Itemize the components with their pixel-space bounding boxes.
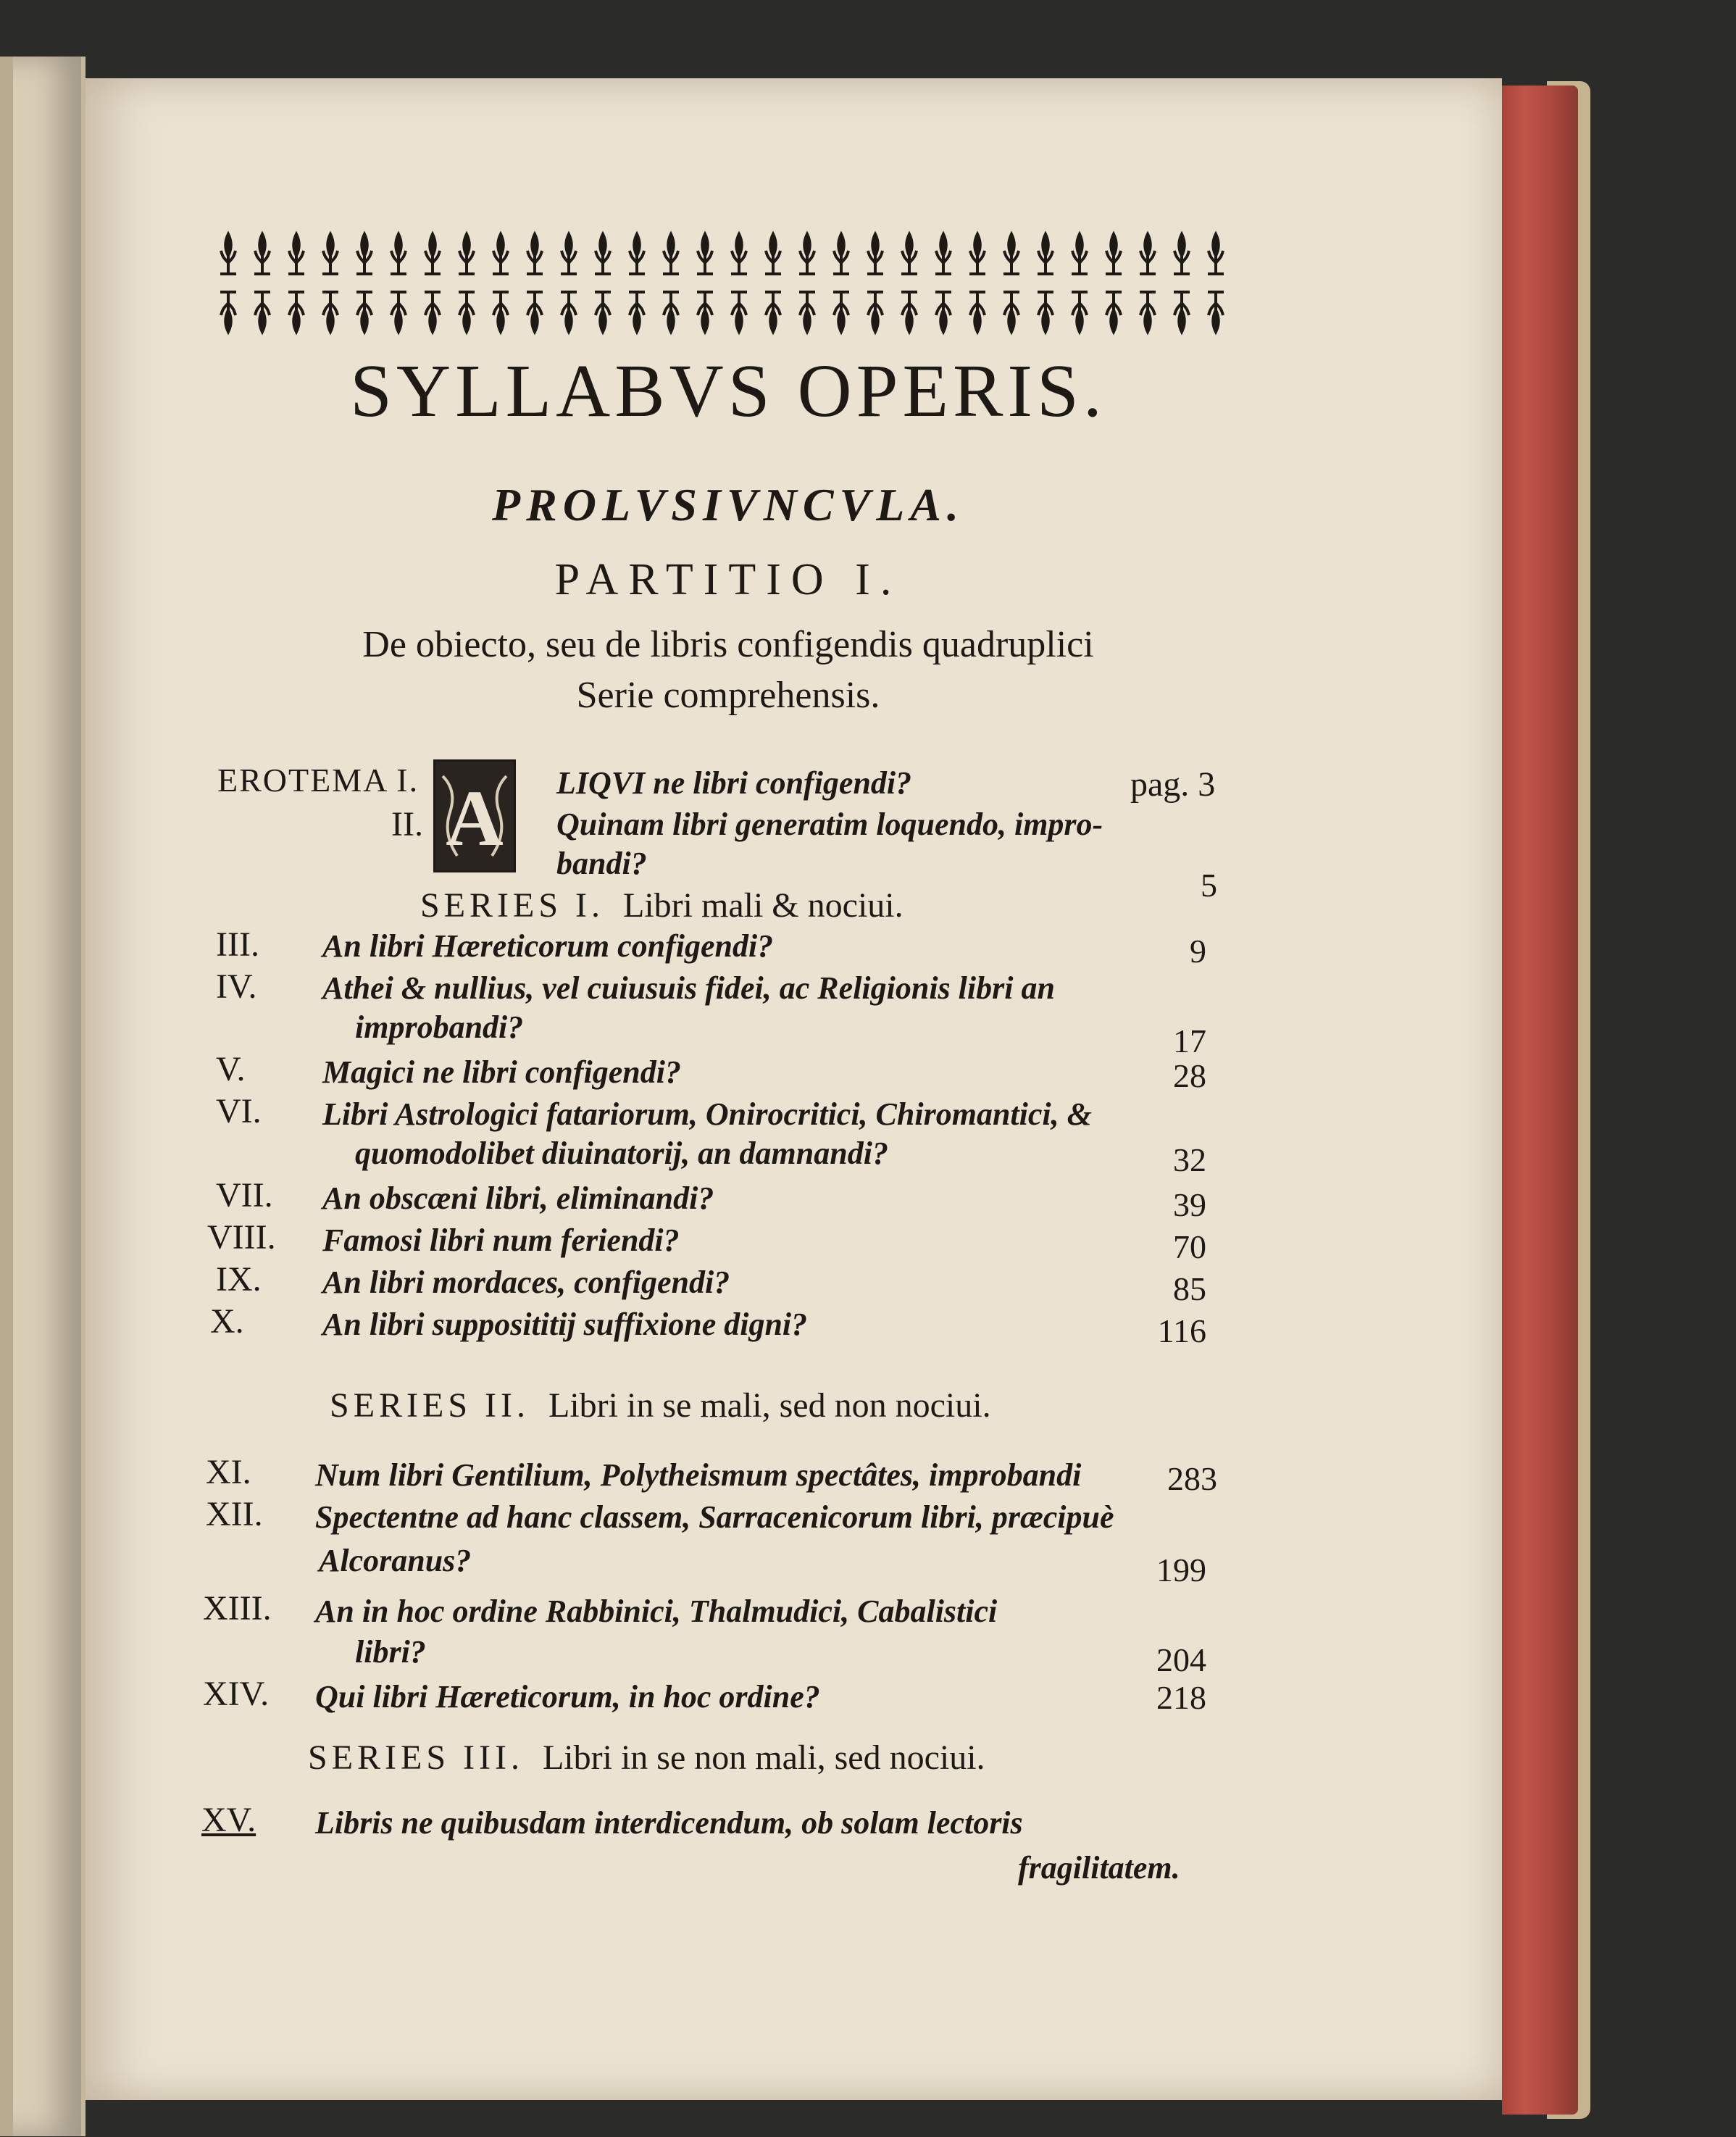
entry-1-text: LIQVI ne libri configendi? [556, 765, 912, 801]
item-text: An libri mordaces, configendi? [322, 1265, 730, 1300]
prolusiuncula-heading: PROLVSIVNCVLA. [492, 479, 964, 530]
item-text-cont: libri? [355, 1634, 426, 1670]
item-num: VII. [216, 1176, 273, 1215]
item-text: Magici ne libri configendi? [322, 1054, 681, 1090]
item-text: Libri Astrologici fatariorum, Onirocritici, Chiromantici, & [322, 1096, 1092, 1132]
entry-1-page: pag. 3 [1130, 765, 1216, 804]
item-text: Spectentne ad hanc classem, Sarracenicorum libri, præcipuè [315, 1499, 1114, 1535]
item-text: Qui libri Hæreticorum, in hoc ordine? [315, 1679, 820, 1715]
item-page: 204 [1156, 1641, 1206, 1678]
item-num: V. [216, 1050, 246, 1088]
item-text: Athei & nullius, vel cuiusuis fidei, ac Religionis libri an [322, 970, 1055, 1006]
subtitle-line-1: De obiecto, seu de libris configendis quadruplici [362, 624, 1094, 665]
item-num: III. [216, 925, 259, 964]
item-page: 116 [1157, 1312, 1206, 1349]
item-page: 199 [1156, 1551, 1206, 1588]
series-1-heading [420, 886, 904, 925]
item-num: XIII. [203, 1589, 272, 1628]
item-text-cont: quomodolibet diuinatorij, an damnandi? [355, 1136, 888, 1171]
item-num: IX. [216, 1260, 262, 1299]
series-2-heading [330, 1386, 991, 1425]
entry-2-num: II. [391, 805, 423, 843]
item-num: XI. [206, 1453, 251, 1491]
initial-letter: A [446, 774, 504, 862]
series-3-label: SERIES III. [308, 1738, 524, 1777]
series-3-heading [308, 1738, 985, 1778]
ornament-band-bottom [217, 285, 1239, 336]
item-num: XV. [201, 1801, 256, 1839]
entry-2-page: 5 [1201, 867, 1217, 904]
item-num: VI. [216, 1092, 262, 1130]
page-title: SYLLABVS OPERIS. [350, 349, 1106, 433]
item-text-cont: improbandi? [355, 1009, 524, 1045]
entry-2-text: Quinam libri generatim loquendo, impro- [556, 807, 1103, 842]
item-text: An in hoc ordine Rabbinici, Thalmudici, Cabalistici [315, 1594, 998, 1629]
item-text: An obscæni libri, eliminandi? [322, 1180, 714, 1216]
item-page: 17 [1173, 1022, 1206, 1059]
entry-2-text-cont: bandi? [556, 846, 647, 881]
item-page: 39 [1173, 1186, 1206, 1223]
item-text: Famosi libri num feriendi? [322, 1222, 680, 1258]
ornament-band-top [217, 230, 1239, 281]
series-2-text: Libri in se mali, sed non nociui. [548, 1386, 991, 1425]
item-page: 70 [1173, 1228, 1206, 1265]
item-page: 218 [1156, 1679, 1206, 1716]
series-2-label: SERIES II. [330, 1386, 530, 1425]
item-num: XII. [206, 1495, 263, 1533]
decorated-initial [433, 759, 516, 872]
item-num: XIV. [203, 1675, 270, 1713]
item-num: IV. [216, 967, 257, 1006]
item-text: Libris ne quibusdam interdicendum, ob solam lectoris [315, 1805, 1023, 1841]
item-page: 85 [1173, 1270, 1206, 1307]
item-text: Num libri Gentilium, Polytheismum spectâtes, improbandi [315, 1457, 1082, 1493]
item-text-cont: fragilitatem. [1018, 1850, 1180, 1886]
item-page: 28 [1173, 1057, 1206, 1094]
item-text: An libri Hæreticorum configendi? [322, 928, 774, 964]
subtitle-line-2: Serie comprehensis. [576, 675, 880, 716]
series-3-text: Libri in se non mali, sed nociui. [542, 1738, 985, 1777]
erotema-label: EROTEMA I. [217, 762, 420, 799]
item-text: An libri supposititij suffixione digni? [322, 1307, 808, 1342]
item-num: X. [210, 1302, 244, 1341]
series-1-label: SERIES I. [420, 886, 605, 925]
item-num: VIII. [207, 1218, 276, 1257]
item-text-cont: Alcoranus? [319, 1543, 472, 1578]
item-page: 9 [1190, 933, 1206, 970]
item-page: 283 [1167, 1460, 1217, 1497]
series-1-text: Libri mali & nociui. [623, 886, 904, 925]
partitio-heading: PARTITIO I. [554, 555, 902, 604]
item-page: 32 [1173, 1141, 1206, 1178]
